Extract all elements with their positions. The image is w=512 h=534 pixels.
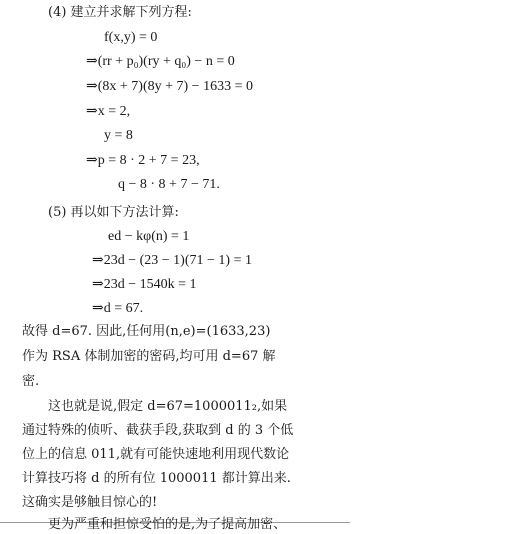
equation-line: q − 8 · 8 + 7 − 71. <box>118 177 220 192</box>
equation-line: ⇒23d − (23 − 1)(71 − 1) = 1 <box>92 253 252 268</box>
paragraph-line: 位上的信息 011,就有可能快速地利用现代数论 <box>22 447 290 462</box>
equation-line: ⇒23d − 1540k = 1 <box>92 277 197 292</box>
equation-line: ⇒d = 67. <box>92 301 144 316</box>
paragraph-line: 这也就是说,假定 d=67=1000011₂,如果 <box>48 399 288 414</box>
equation-line: f(x,y) = 0 <box>104 30 158 45</box>
section4-heading: (4) 建立并求解下列方程: <box>48 5 192 20</box>
equation-line: ⇒x = 2, <box>86 104 131 119</box>
conclusion-line: 作为 RSA 体制加密的密码,均可用 d=67 解 <box>22 349 276 364</box>
paragraph-line: 计算技巧将 d 的所有位 1000011 都计算出来. <box>22 471 291 486</box>
conclusion-line: 故得 d=67. 因此,任何用(n,e)=(1633,23) <box>22 324 271 339</box>
equation-line: y = 8 <box>104 128 133 143</box>
last-line: 更为严重和担惊受怕的是,为了提高加密、 <box>48 517 287 532</box>
equation-line: ed − kφ(n) = 1 <box>108 229 190 244</box>
equation-line: ⇒(rr + p₀)(ry + q₀) − n = 0 <box>86 54 235 69</box>
equation-line: ⇒p = 8 · 2 + 7 = 23, <box>86 153 200 168</box>
paragraph-line: 通过特殊的侦听、截获手段,获取到 d 的 3 个低 <box>22 423 294 438</box>
conclusion-line: 密. <box>22 374 40 389</box>
section5-heading: (5) 再以如下方法计算: <box>48 205 179 220</box>
paragraph-line: 这确实是够触目惊心的! <box>22 495 158 510</box>
equation-line: ⇒(8x + 7)(8y + 7) − 1633 = 0 <box>86 79 253 94</box>
